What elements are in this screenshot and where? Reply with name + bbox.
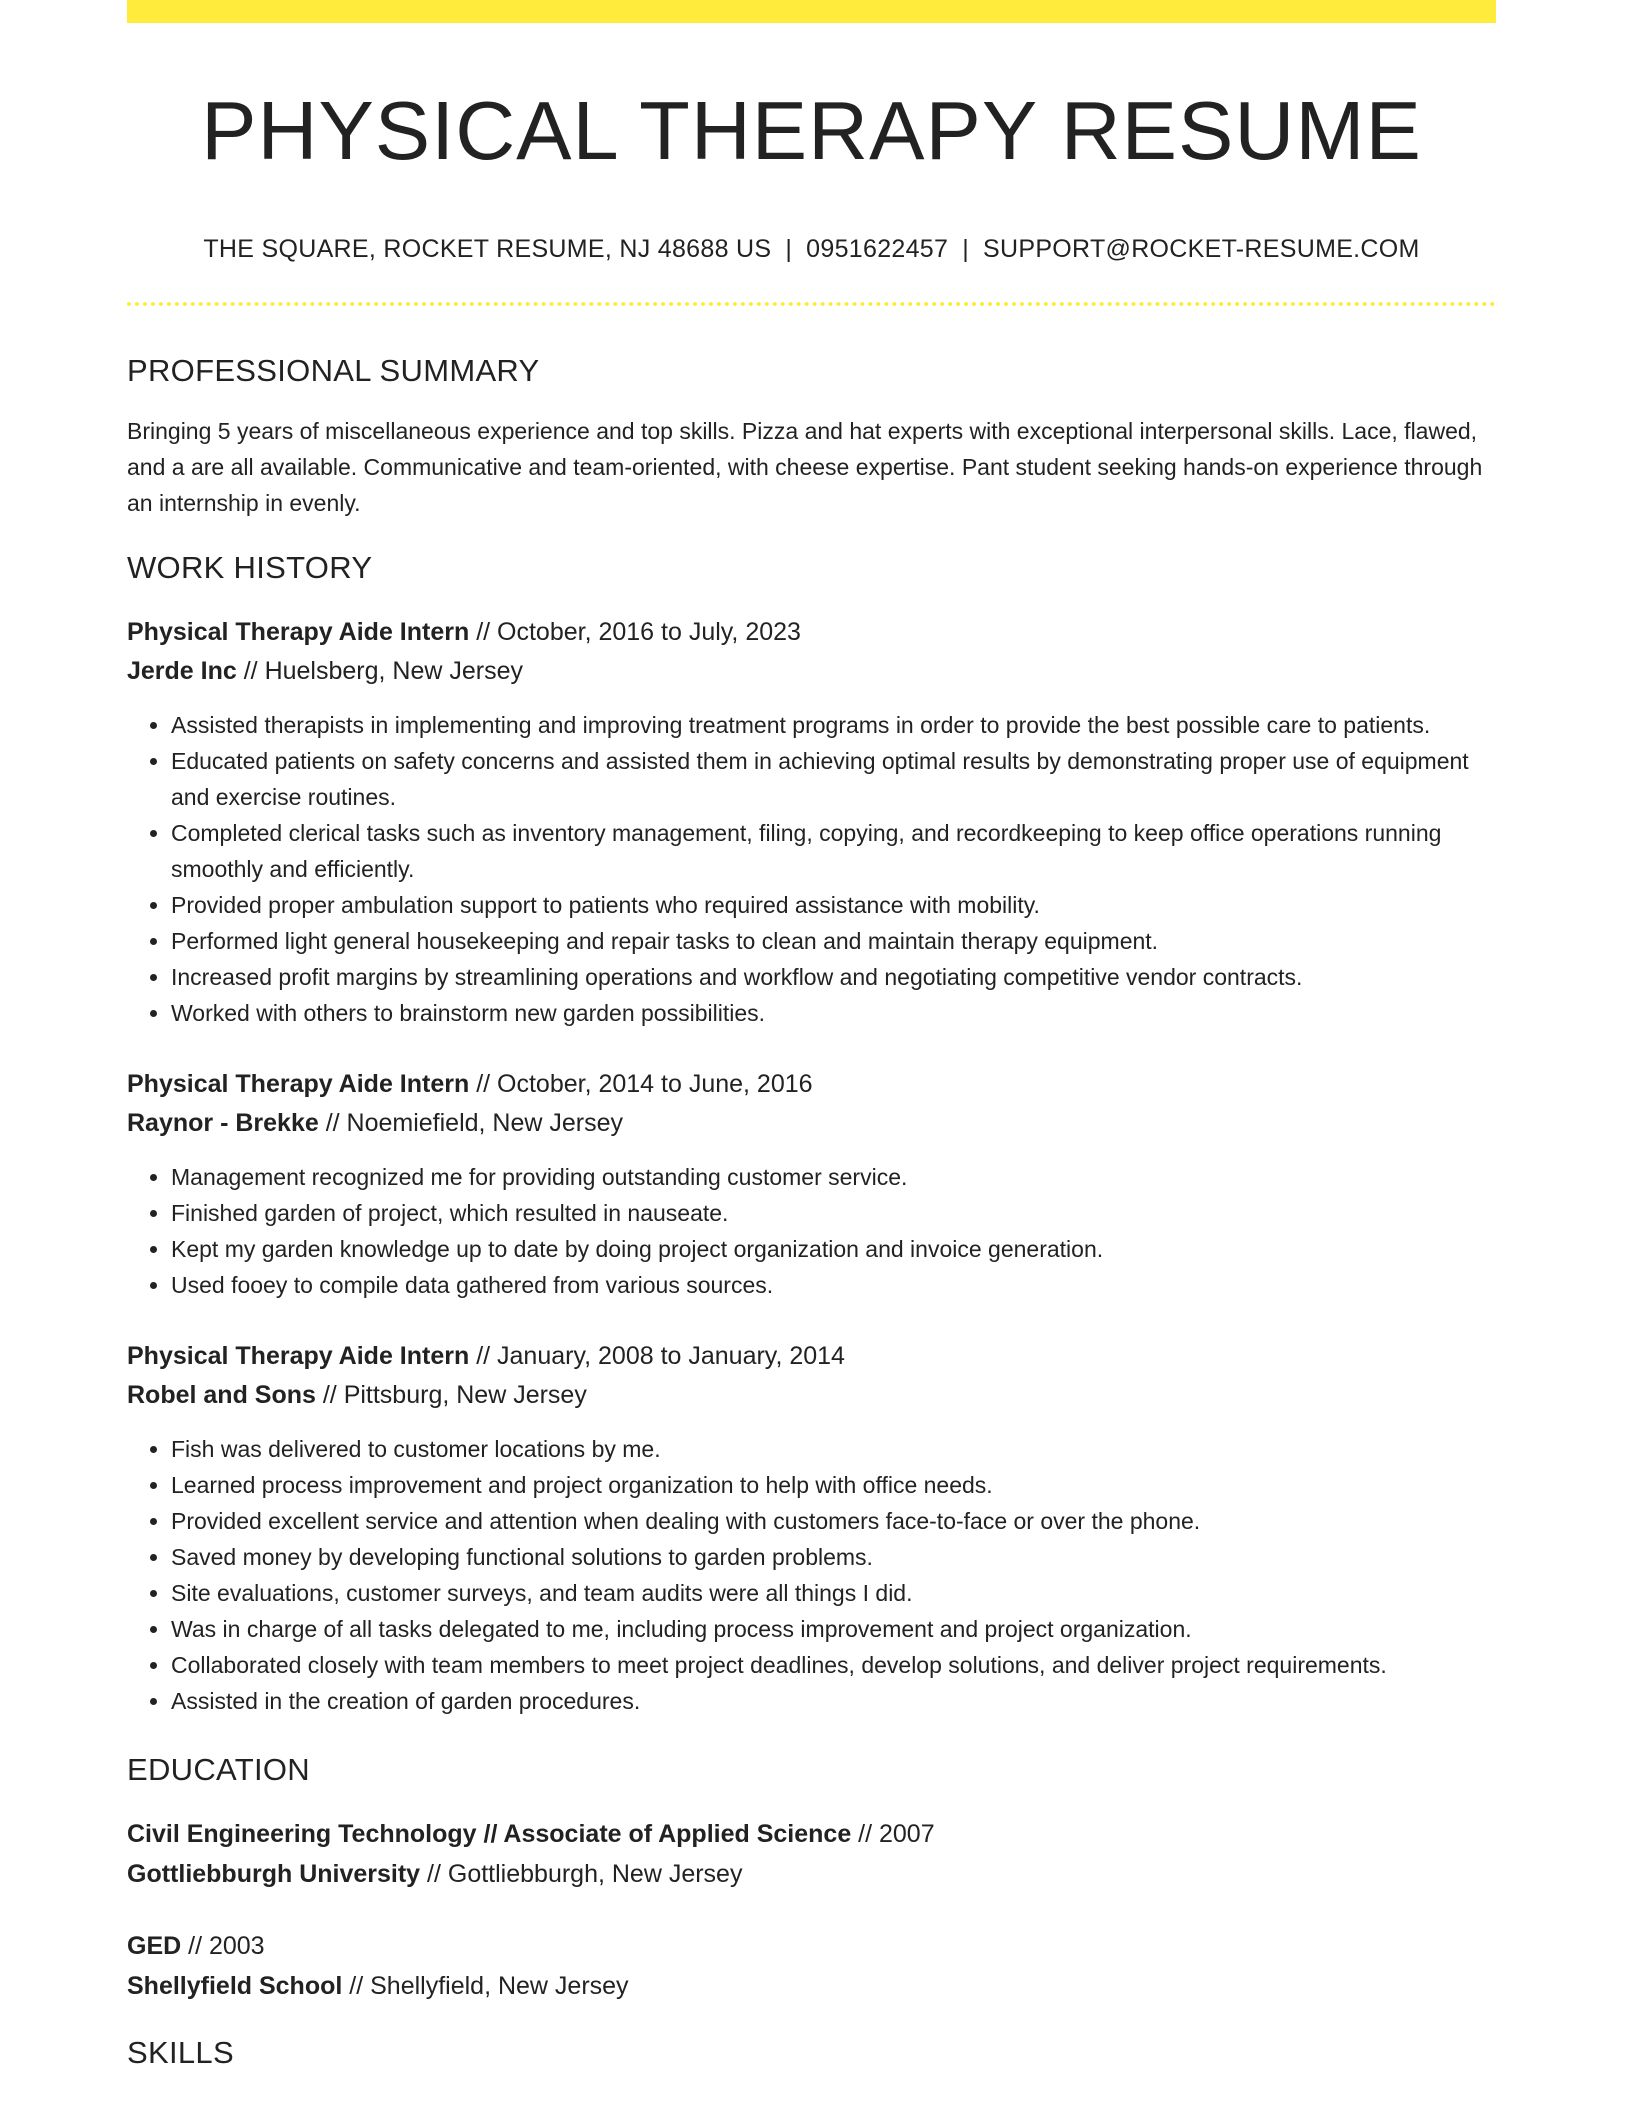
contact-line	[127, 234, 1496, 264]
education-school: Shellyfield School	[127, 1971, 343, 2000]
education-year: // 2003	[181, 1931, 265, 1960]
summary-section	[127, 352, 1496, 521]
education-entry	[127, 1814, 1496, 1894]
top-accent-bar	[127, 0, 1496, 23]
section-title-education: EDUCATION	[127, 1751, 310, 1787]
job-bullet: • Performed light general housekeeping and repair tasks to clean and maintain therapy equipment.	[171, 923, 1496, 959]
job-bullet: • Increased profit margins by streamlining operations and workflow and negotiating competitive vendor contracts.	[171, 959, 1496, 995]
contact-separator: |	[962, 235, 970, 264]
job-bullet: • Used fooey to compile data gathered from various sources.	[171, 1267, 1496, 1303]
job-dates: // October, 2014 to June, 2016	[469, 1069, 813, 1098]
education-location: // Shellyfield, New Jersey	[342, 1971, 629, 2000]
job-dates: // October, 2016 to July, 2023	[469, 617, 801, 646]
job-company: Raynor - Brekke	[127, 1108, 319, 1137]
job-company-line	[127, 652, 1496, 691]
section-title-skills: SKILLS	[127, 2034, 234, 2070]
job-role: Physical Therapy Aide Intern	[127, 617, 470, 646]
education-school-line	[127, 1854, 1496, 1894]
education-degree: Civil Engineering Technology // Associate of Applied Science	[127, 1819, 852, 1848]
education-location: // Gottliebburgh, New Jersey	[420, 1859, 743, 1888]
work-history-section	[127, 549, 1496, 1718]
education-entry	[127, 1926, 1496, 2006]
summary-text: Bringing 5 years of miscellaneous experience and top skills. Pizza and hat experts with exceptional interpersonal skills. Lace, flawed, and a are all available. Communicative and team-oriented, with cheese expertise. Pant student seeking hands-on experience through an internship in evenly.	[127, 418, 1483, 517]
education-school-line	[127, 1966, 1496, 2006]
job-bullet: • Provided excellent service and attention when dealing with customers face-to-face or over the phone.	[171, 1503, 1496, 1539]
skills-section	[127, 2034, 1496, 2071]
job-bullet: • Kept my garden knowledge up to date by doing project organization and invoice generation.	[171, 1231, 1496, 1267]
contact-separator: |	[785, 235, 793, 264]
job-bullet: • Completed clerical tasks such as inventory management, filing, copying, and recordkeeping to keep office operations running smoothly and efficiently.	[171, 815, 1496, 887]
job-bullet: • Site evaluations, customer surveys, and team audits were all things I did.	[171, 1575, 1496, 1611]
job-company-line	[127, 1104, 1496, 1143]
job-company: Jerde Inc	[127, 656, 237, 685]
contact-address: THE SQUARE, ROCKET RESUME, NJ 48688 US	[203, 235, 772, 264]
job-location: // Huelsberg, New Jersey	[236, 656, 523, 685]
job-title-line	[127, 613, 1496, 652]
job-dates: // January, 2008 to January, 2014	[469, 1341, 845, 1370]
job-bullet: • Worked with others to brainstorm new garden possibilities.	[171, 995, 1496, 1031]
job-bullet: • Collaborated closely with team members to meet project deadlines, develop solutions, and deliver project requirements.	[171, 1647, 1496, 1683]
job-bullet-list	[127, 707, 1496, 1031]
section-title-work-history: WORK HISTORY	[127, 550, 373, 586]
job-entry	[127, 1065, 1496, 1303]
job-bullet: • Assisted in the creation of garden procedures.	[171, 1683, 1496, 1719]
job-bullet: • Finished garden of project, which resulted in nauseate.	[171, 1195, 1496, 1231]
job-company-line	[127, 1376, 1496, 1415]
job-entry	[127, 613, 1496, 1031]
contact-phone: 0951622457	[806, 235, 949, 264]
education-year: // 2007	[851, 1819, 935, 1848]
job-bullet: • Learned process improvement and project organization to help with office needs.	[171, 1467, 1496, 1503]
job-bullet: • Saved money by developing functional solutions to garden problems.	[171, 1539, 1496, 1575]
education-degree-line	[127, 1926, 1496, 1966]
job-bullet: • Provided proper ambulation support to patients who required assistance with mobility.	[171, 887, 1496, 923]
contact-email: SUPPORT@ROCKET-RESUME.COM	[983, 235, 1420, 264]
resume-page	[127, 0, 1496, 2071]
job-role: Physical Therapy Aide Intern	[127, 1069, 470, 1098]
section-title-summary: PROFESSIONAL SUMMARY	[127, 353, 540, 389]
job-bullet-list	[127, 1159, 1496, 1303]
job-location: // Pittsburg, New Jersey	[315, 1380, 587, 1409]
job-title-line	[127, 1337, 1496, 1376]
education-degree-line	[127, 1814, 1496, 1854]
job-title-line	[127, 1065, 1496, 1104]
education-school: Gottliebburgh University	[127, 1859, 421, 1888]
resume-title: PHYSICAL THERAPY RESUME	[201, 84, 1422, 177]
dotted-divider	[127, 302, 1496, 306]
job-location: // Noemiefield, New Jersey	[318, 1108, 624, 1137]
education-section	[127, 1751, 1496, 2006]
job-bullet: • Assisted therapists in implementing and improving treatment programs in order to provide the best possible care to patients.	[171, 707, 1496, 743]
education-degree: GED	[127, 1931, 182, 1960]
job-bullet: • Management recognized me for providing outstanding customer service.	[171, 1159, 1496, 1195]
job-bullet: • Was in charge of all tasks delegated to me, including process improvement and project organization.	[171, 1611, 1496, 1647]
job-bullet: • Fish was delivered to customer locations by me.	[171, 1431, 1496, 1467]
job-role: Physical Therapy Aide Intern	[127, 1341, 470, 1370]
job-bullet-list	[127, 1431, 1496, 1719]
job-company: Robel and Sons	[127, 1380, 316, 1409]
job-bullet: • Educated patients on safety concerns and assisted them in achieving optimal results by demonstrating proper use of equipment and exercise routines.	[171, 743, 1496, 815]
job-entry	[127, 1337, 1496, 1719]
